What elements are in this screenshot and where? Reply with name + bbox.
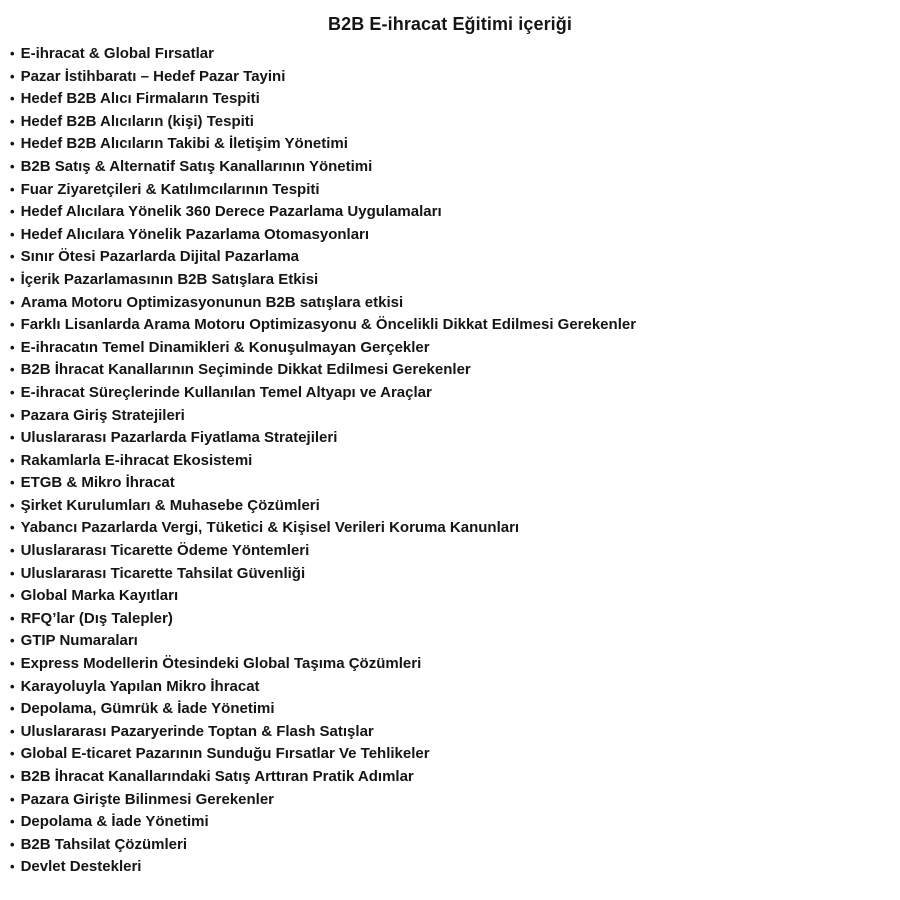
topic-list [0,43,900,879]
list-item-label: Hedef Alıcılara Yönelik 360 Derece Pazarlama Uygulamaları [20,203,442,221]
list-item-label: Pazara Giriş Stratejileri [20,406,185,424]
bullet-icon: • [10,407,15,423]
bullet-icon: • [10,46,15,61]
list-item-label: Hedef B2B Alıcıların (kişi) Tespiti [20,112,254,130]
bullet-icon: • [10,746,15,762]
bullet-icon: • [10,701,15,717]
list-item-label: RFQ’lar (Dış Talepler) [20,609,173,627]
bullet-icon: • [10,859,15,875]
bullet-icon: • [10,723,15,739]
bullet-icon: • [10,769,15,784]
bullet-icon: • [10,68,15,84]
list-item-label: Pazara Girişte Bilinmesi Gerekenler [20,790,275,808]
list-item [10,427,900,450]
bullet-icon: • [10,317,15,333]
list-item [10,224,900,247]
list-item-label: Arama Motoru Optimizasyonunun B2B satışlara etkisi [20,293,404,311]
bullet-icon: • [10,610,15,626]
list-item-label: E-ihracat Süreçlerinde Kullanılan Temel Altyapı ve Araçlar [20,383,432,401]
list-item-label: ETGB & Mikro İhracat [20,474,175,492]
list-item-label: İçerik Pazarlamasının B2B Satışlara Etkisi [20,270,319,288]
list-item [10,517,900,540]
list-item-label: Uluslararası Ticarette Ödeme Yöntemleri [20,542,310,560]
bullet-icon: • [10,384,15,400]
list-item-label: Global Marka Kayıtları [20,587,179,605]
bullet-icon: • [10,543,15,559]
list-item [10,472,900,495]
list-item-label: Hedef B2B Alıcı Firmaların Tespiti [20,90,260,108]
list-item [10,133,900,156]
list-item [10,856,900,879]
list-item-label: Farklı Lisanlarda Arama Motoru Optimizasyonu & Öncelikli Dikkat Edilmesi Gerekenler [20,316,637,334]
bullet-icon: • [10,678,15,694]
list-item [10,495,900,518]
bullet-icon: • [10,136,15,152]
bullet-icon: • [10,204,15,220]
list-item-label: Devlet Destekleri [20,858,142,876]
bullet-icon: • [10,113,15,129]
list-item-label: B2B İhracat Kanallarının Seçiminde Dikkat Edilmesi Gerekenler [20,361,471,379]
bullet-icon: • [10,475,15,491]
list-item-label: B2B İhracat Kanallarındaki Satış Arttıran Pratik Adımlar [20,768,414,785]
list-item-label: Global E-ticaret Pazarının Sunduğu Fırsatlar Ve Tehlikeler [20,745,430,763]
list-item [10,337,900,360]
list-item [10,450,900,473]
bullet-icon: • [10,633,15,649]
list-item [10,179,900,202]
bullet-icon: • [10,294,15,310]
list-item [10,676,900,699]
list-item-label: GTIP Numaraları [20,632,138,650]
list-item-label: Pazar İstihbaratı – Hedef Pazar Tayini [20,67,286,85]
list-item-label: B2B Satış & Alternatif Satış Kanallarının Yönetimi [20,157,373,175]
list-item-label: Rakamlarla E-ihracat Ekosistemi [20,451,253,469]
list-item [10,834,900,857]
list-item-label: Depolama, Gümrük & İade Yönetimi [20,700,275,718]
bullet-icon: • [10,497,15,513]
bullet-icon: • [10,588,15,604]
list-item [10,698,900,721]
list-item [10,721,900,744]
bullet-icon: • [10,565,15,581]
list-item [10,630,900,653]
list-item [10,88,900,111]
list-item [10,43,900,66]
list-item [10,246,900,269]
list-item [10,743,900,766]
bullet-icon: • [10,249,15,265]
bullet-icon: • [10,836,15,852]
bullet-icon: • [10,430,15,446]
list-item [10,201,900,224]
list-item [10,585,900,608]
bullet-icon: • [10,362,15,378]
page-title: B2B E-ihracat Eğitimi içeriği [328,14,572,34]
list-item-label: Şirket Kurulumları & Muhasebe Çözümleri [20,496,320,514]
list-item-label: Karayoluyla Yapılan Mikro İhracat [20,677,260,695]
list-item [10,156,900,179]
list-item-label: Yabancı Pazarlarda Vergi, Tüketici & Kişisel Verileri Koruma Kanunları [20,519,520,537]
list-item [10,292,900,315]
list-item [10,811,900,834]
list-item [10,269,900,292]
list-item [10,359,900,382]
bullet-icon: • [10,91,15,107]
bullet-icon: • [10,339,15,355]
bullet-icon: • [10,520,15,536]
list-item [10,405,900,428]
list-item [10,382,900,405]
list-item [10,314,900,337]
list-item-label: Uluslararası Ticarette Tahsilat Güvenliği [20,564,306,582]
list-item [10,766,900,789]
list-item [10,789,900,812]
bullet-icon: • [10,181,15,197]
bullet-icon: • [10,791,15,807]
list-item-label: Sınır Ötesi Pazarlarda Dijital Pazarlama [20,248,300,266]
list-item-label: Express Modellerin Ötesindeki Global Taşıma Çözümleri [20,655,422,673]
list-item-label: Uluslararası Pazaryerinde Toptan & Flash Satışlar [20,722,374,740]
list-item-label: Hedef Alıcılara Yönelik Pazarlama Otomasyonları [20,225,370,243]
list-item-label: Hedef B2B Alıcıların Takibi & İletişim Yönetimi [20,135,348,153]
list-item [10,653,900,676]
list-item [10,66,900,89]
bullet-icon: • [10,226,15,242]
list-item-label: Fuar Ziyaretçileri & Katılımcılarının Tespiti [20,180,320,198]
list-item [10,608,900,631]
list-item-label: Uluslararası Pazarlarda Fiyatlama Stratejileri [20,429,338,447]
list-item-label: B2B Tahsilat Çözümleri [20,835,187,853]
bullet-icon: • [10,158,15,174]
list-item [10,540,900,563]
list-item-label: E-ihracatın Temel Dinamikleri & Konuşulmayan Gerçekler [20,338,430,356]
list-item [10,111,900,134]
bullet-icon: • [10,452,15,468]
list-item [10,563,900,586]
list-item-label: E-ihracat & Global Fırsatlar [20,45,214,62]
list-item-label: Depolama & İade Yönetimi [20,813,209,831]
bullet-icon: • [10,271,15,287]
bullet-icon: • [10,656,15,672]
bullet-icon: • [10,814,15,830]
